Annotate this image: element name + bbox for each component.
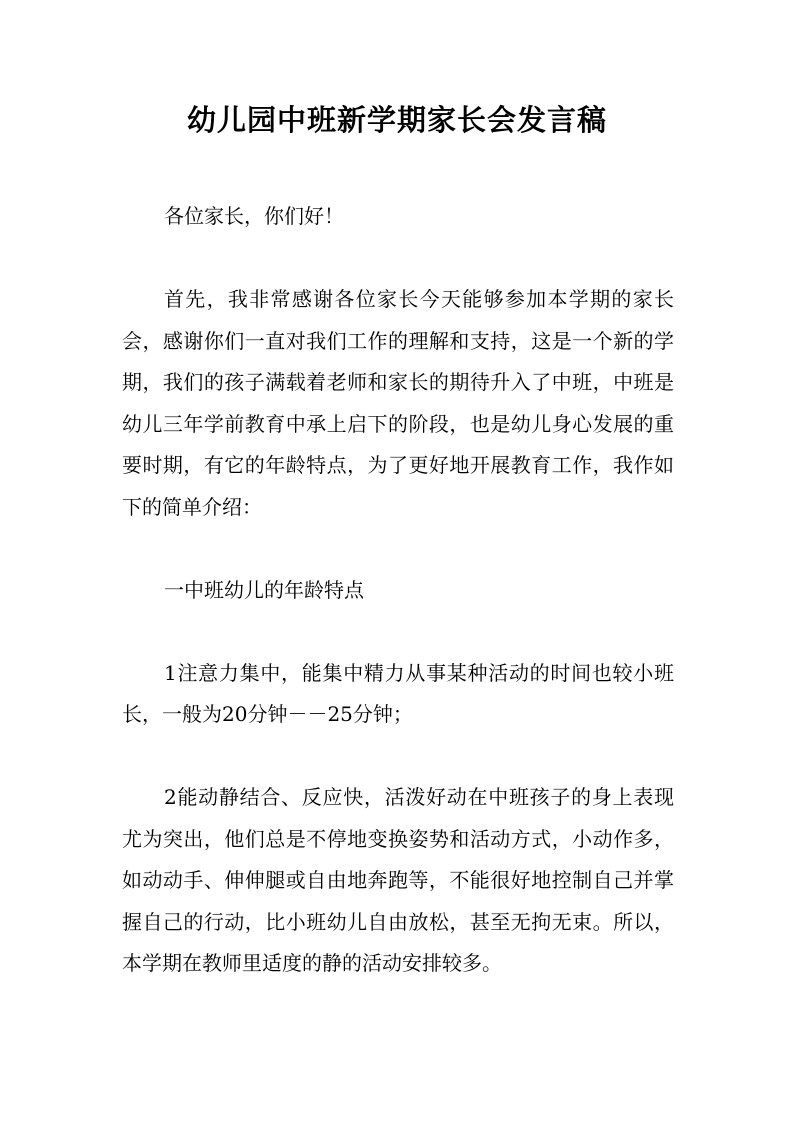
paragraph-gap xyxy=(122,736,674,778)
paragraph-gap xyxy=(122,611,674,653)
point-1-paragraph: 1注意力集中，能集中精力从事某种活动的时间也较小班长，一般为20分钟－－25分钟； xyxy=(122,660,674,726)
greeting-paragraph: 各位家长，你们好！ xyxy=(164,204,344,228)
document-title: 幼儿园中班新学期家长会发言稿 xyxy=(186,103,607,137)
section-heading: 一中班幼儿的年龄特点 xyxy=(164,577,364,602)
point-2-paragraph: 2能动静结合、反应快，活泼好动在中班孩子的身上表现尤为突出，他们总是不停地变换姿势和活动方式，小动作多，如动动手、伸伸腿或自由地奔跑等，不能很好地控制自己并掌握自己的行动，比小班幼儿自由放松，甚至无拘无束。所以，本学期在教师里适度的静的活动安排较多。 xyxy=(122,785,674,975)
intro-paragraph: 首先，我非常感谢各位家长今天能够参加本学期的家长会，感谢你们一直对我们工作的理解和支持，这是一个新的学期，我们的孩子满载着老师和家长的期待升入了中班，中班是幼儿三年学前教育中承上启下的阶段，也是幼儿身心发展的重要时期，有它的年龄特点，为了更好地开展教育工作，我作如下的简单介绍： xyxy=(122,287,674,519)
paragraph-gap xyxy=(122,528,674,570)
document-body xyxy=(122,196,674,985)
paragraph-gap xyxy=(122,238,674,280)
